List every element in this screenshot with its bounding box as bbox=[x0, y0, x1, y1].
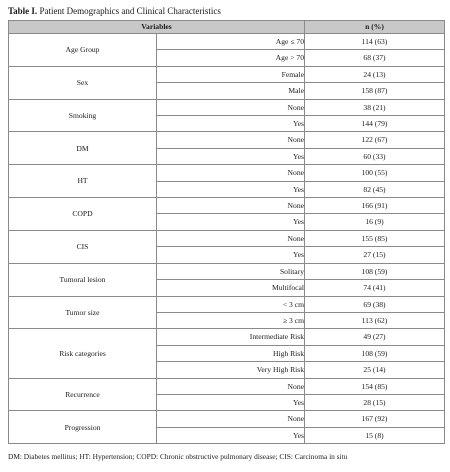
category-cell: None bbox=[157, 378, 305, 394]
category-cell: ≥ 3 cm bbox=[157, 312, 305, 328]
n-percent-cell: 16 (9) bbox=[305, 214, 445, 230]
variable-cell: Tumor size bbox=[9, 296, 157, 329]
demographics-table bbox=[8, 20, 445, 444]
category-cell: < 3 cm bbox=[157, 296, 305, 312]
category-cell: Female bbox=[157, 66, 305, 82]
category-cell: Yes bbox=[157, 394, 305, 410]
variable-cell: Sex bbox=[9, 66, 157, 99]
table-row bbox=[9, 34, 445, 50]
category-cell: Yes bbox=[157, 214, 305, 230]
n-percent-cell: 113 (62) bbox=[305, 312, 445, 328]
n-percent-cell: 122 (67) bbox=[305, 132, 445, 148]
n-percent-cell: 154 (85) bbox=[305, 378, 445, 394]
variable-cell: Risk categories bbox=[9, 329, 157, 378]
category-cell: Intermediate Risk bbox=[157, 329, 305, 345]
category-cell: Age > 70 bbox=[157, 50, 305, 66]
table-row bbox=[9, 263, 445, 279]
category-cell: Multifocal bbox=[157, 280, 305, 296]
category-cell: None bbox=[157, 230, 305, 246]
n-percent-cell: 74 (41) bbox=[305, 280, 445, 296]
table-row bbox=[9, 165, 445, 181]
category-cell: Age ≤ 70 bbox=[157, 34, 305, 50]
category-cell: None bbox=[157, 99, 305, 115]
n-percent-cell: 15 (8) bbox=[305, 427, 445, 443]
variable-cell: CIS bbox=[9, 230, 157, 263]
table-row bbox=[9, 329, 445, 345]
category-cell: None bbox=[157, 165, 305, 181]
n-percent-cell: 27 (15) bbox=[305, 247, 445, 263]
table-row bbox=[9, 378, 445, 394]
variable-cell: COPD bbox=[9, 198, 157, 231]
variable-cell: DM bbox=[9, 132, 157, 165]
n-percent-cell: 82 (45) bbox=[305, 181, 445, 197]
table-row bbox=[9, 99, 445, 115]
category-cell: None bbox=[157, 198, 305, 214]
header-n-percent: n (%) bbox=[305, 21, 445, 34]
category-cell: Very High Risk bbox=[157, 362, 305, 378]
variable-cell: Tumoral lesion bbox=[9, 263, 157, 296]
table-row bbox=[9, 66, 445, 82]
n-percent-cell: 155 (85) bbox=[305, 230, 445, 246]
category-cell: None bbox=[157, 132, 305, 148]
table-caption bbox=[8, 6, 221, 16]
header-variables: Variables bbox=[9, 21, 305, 34]
table-caption-label: Table I. bbox=[8, 6, 38, 16]
n-percent-cell: 60 (33) bbox=[305, 148, 445, 164]
n-percent-cell: 108 (59) bbox=[305, 345, 445, 361]
n-percent-cell: 38 (21) bbox=[305, 99, 445, 115]
variable-cell: HT bbox=[9, 165, 157, 198]
n-percent-cell: 49 (27) bbox=[305, 329, 445, 345]
n-percent-cell: 28 (15) bbox=[305, 394, 445, 410]
category-cell: Yes bbox=[157, 116, 305, 132]
n-percent-cell: 144 (79) bbox=[305, 116, 445, 132]
table-row bbox=[9, 296, 445, 312]
table-row bbox=[9, 132, 445, 148]
n-percent-cell: 167 (92) bbox=[305, 411, 445, 427]
n-percent-cell: 24 (13) bbox=[305, 66, 445, 82]
variable-cell: Age Group bbox=[9, 34, 157, 67]
table-body bbox=[9, 34, 445, 444]
n-percent-cell: 25 (14) bbox=[305, 362, 445, 378]
variable-cell: Recurrence bbox=[9, 378, 157, 411]
category-cell: Yes bbox=[157, 247, 305, 263]
n-percent-cell: 166 (91) bbox=[305, 198, 445, 214]
n-percent-cell: 68 (37) bbox=[305, 50, 445, 66]
table-footnote: DM: Diabetes mellitus; HT: Hypertension; COPD: Chronic obstructive pulmonary disease; CIS: Carcinoma in situ bbox=[8, 452, 348, 461]
category-cell: Yes bbox=[157, 181, 305, 197]
n-percent-cell: 114 (63) bbox=[305, 34, 445, 50]
n-percent-cell: 100 (55) bbox=[305, 165, 445, 181]
table-header-row bbox=[9, 21, 445, 34]
variable-cell: Smoking bbox=[9, 99, 157, 132]
category-cell: Male bbox=[157, 83, 305, 99]
category-cell: High Risk bbox=[157, 345, 305, 361]
n-percent-cell: 108 (59) bbox=[305, 263, 445, 279]
table-row bbox=[9, 198, 445, 214]
variable-cell: Progression bbox=[9, 411, 157, 444]
table-caption-title: Patient Demographics and Clinical Characteristics bbox=[39, 6, 221, 16]
category-cell: None bbox=[157, 411, 305, 427]
table-row bbox=[9, 230, 445, 246]
category-cell: Yes bbox=[157, 427, 305, 443]
category-cell: Yes bbox=[157, 148, 305, 164]
n-percent-cell: 69 (38) bbox=[305, 296, 445, 312]
n-percent-cell: 158 (87) bbox=[305, 83, 445, 99]
table-row bbox=[9, 411, 445, 427]
category-cell: Solitary bbox=[157, 263, 305, 279]
